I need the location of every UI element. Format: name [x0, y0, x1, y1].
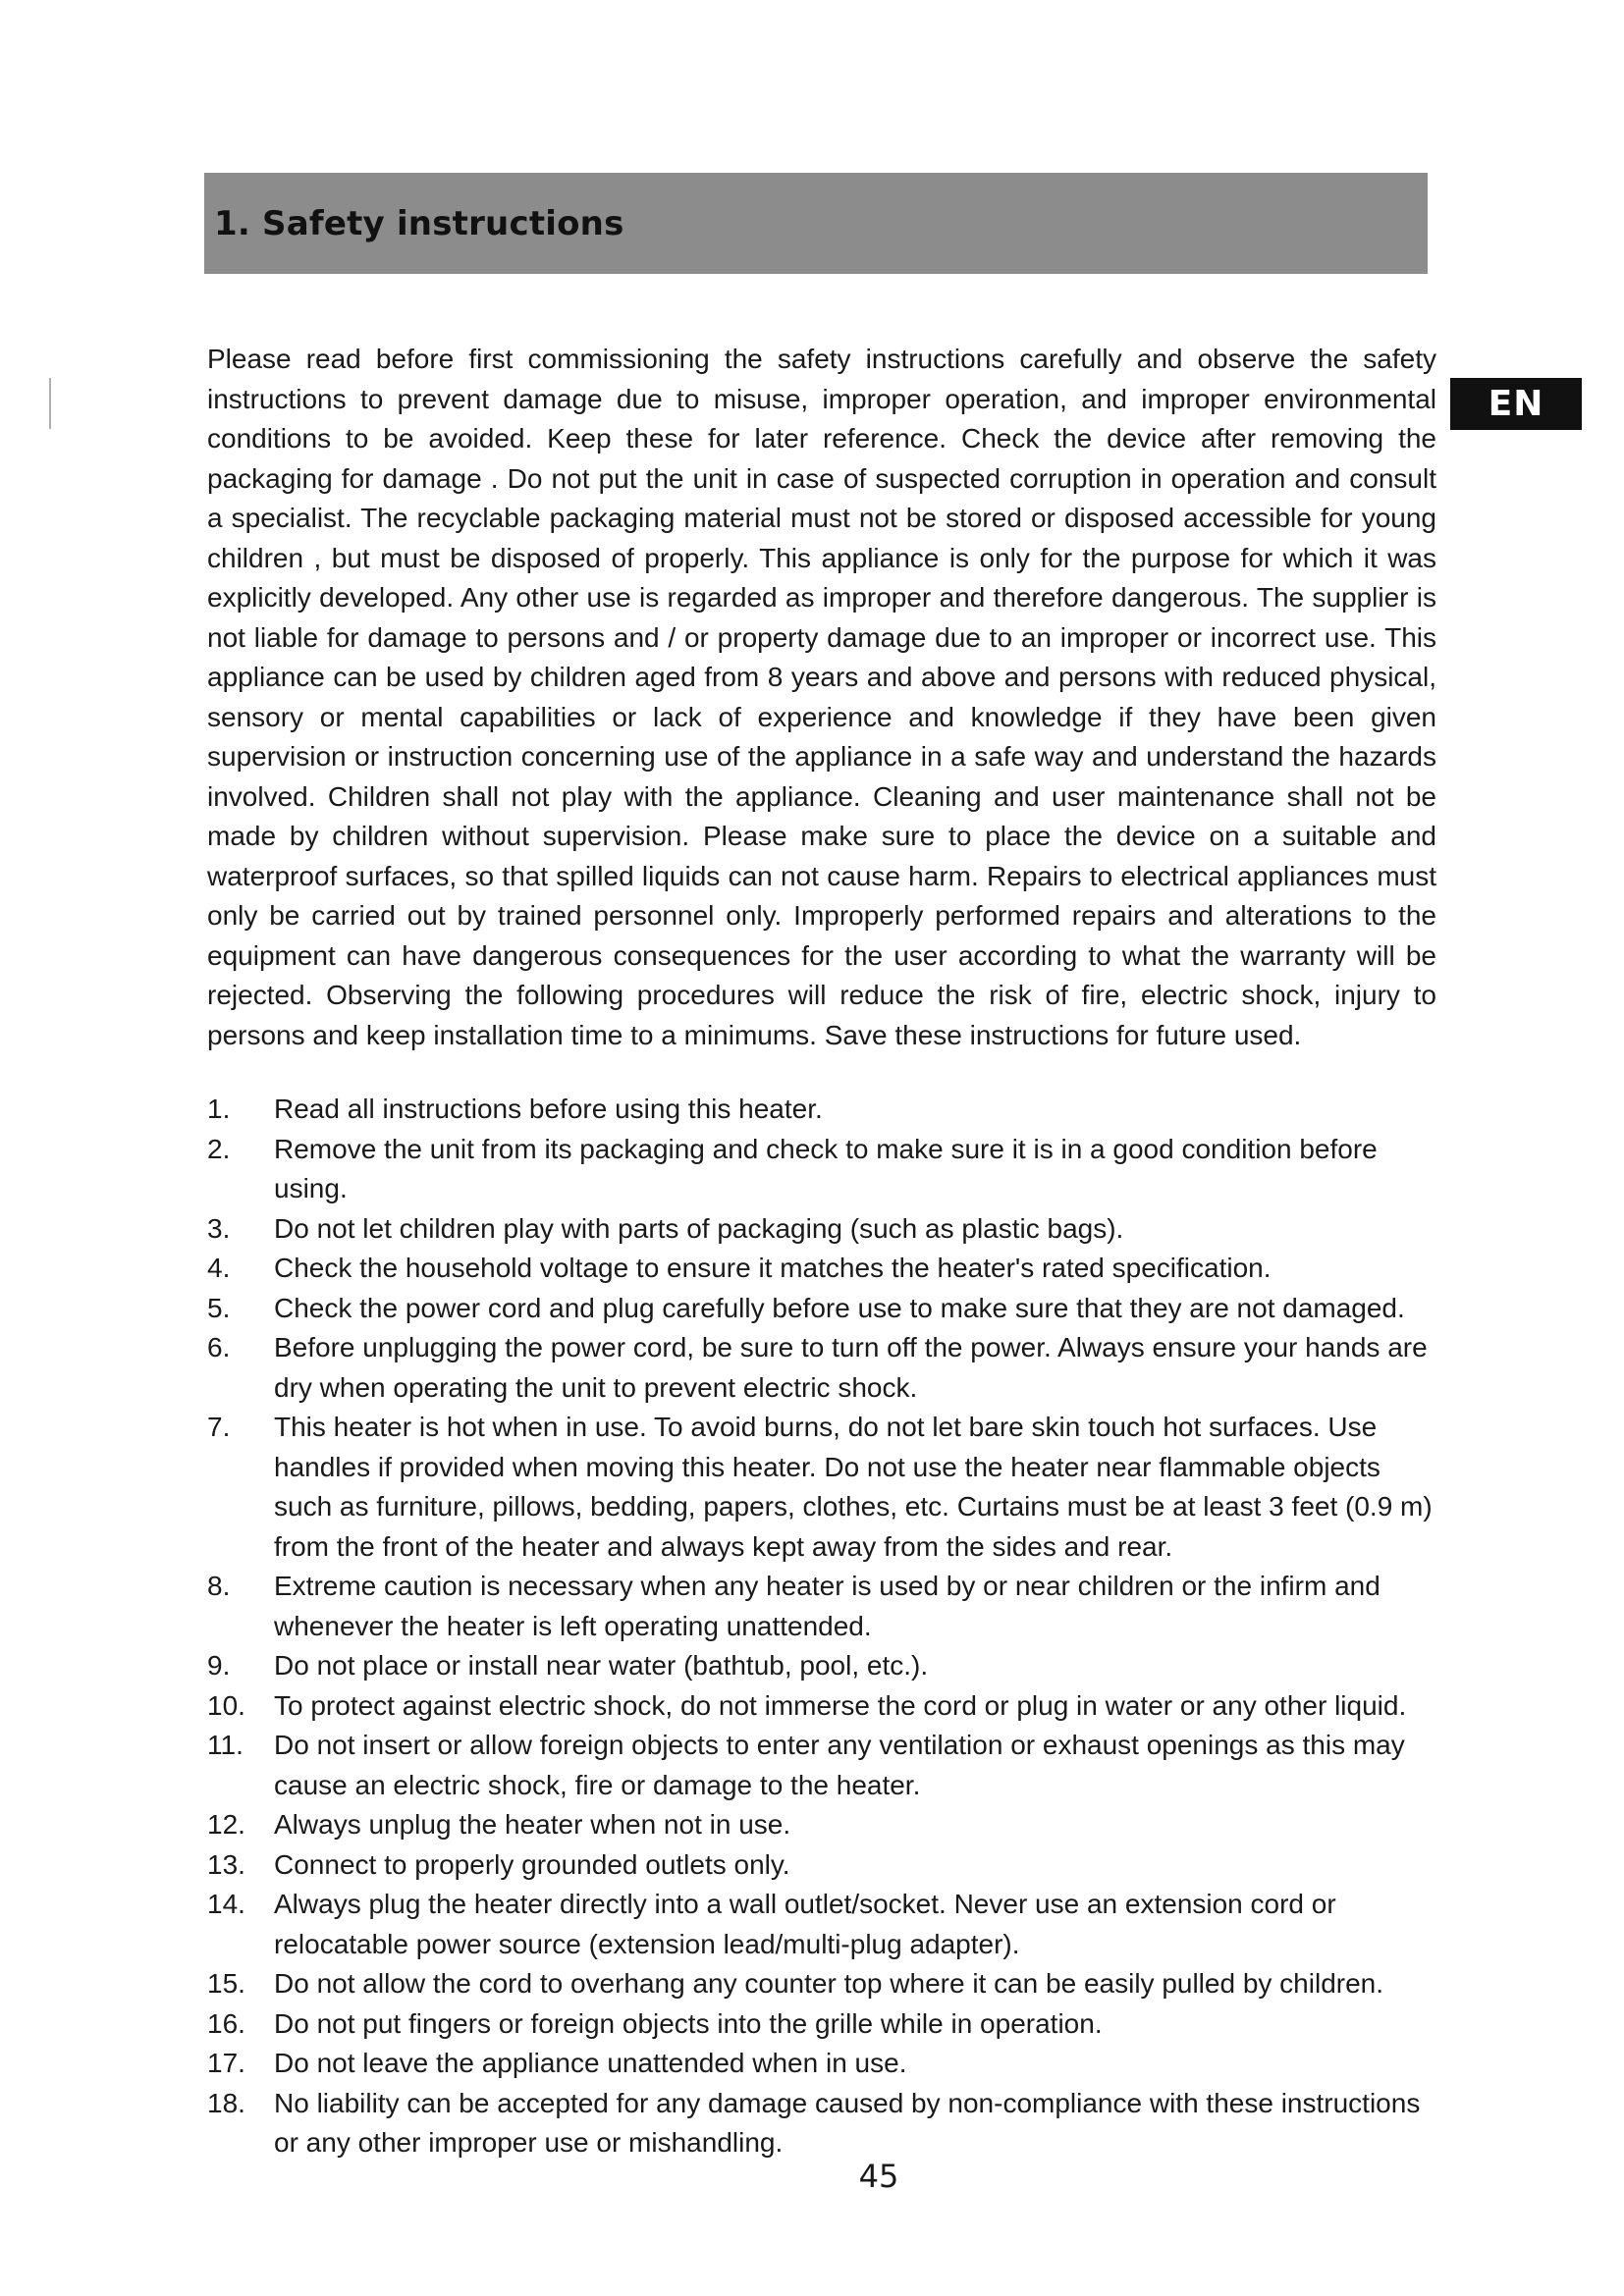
instruction-item: [207, 1130, 1436, 1209]
instruction-item: [207, 1209, 1436, 1250]
instruction-number: 11.: [207, 1730, 244, 1760]
instruction-item: [207, 1249, 1436, 1289]
instruction-text: Remove the unit from its packaging and check to make sure it is in a good condition before using.: [274, 1133, 1378, 1203]
instruction-number: 17.: [207, 2048, 245, 2078]
instruction-number: 7.: [207, 1412, 231, 1442]
instruction-item: [207, 2004, 1436, 2045]
instruction-item: [207, 1090, 1436, 1130]
instruction-number: 18.: [207, 2087, 245, 2118]
instruction-text: Always unplug the heater when not in use.: [274, 1809, 791, 1840]
section-header-bar: [204, 173, 1428, 274]
instruction-text: No liability can be accepted for any damage caused by non-compliance with these instructions or any other improper use or mishandling.: [274, 2087, 1421, 2158]
instruction-number: 15.: [207, 1968, 245, 1999]
page-number: 45: [858, 2158, 899, 2195]
instruction-item: [207, 1686, 1436, 1727]
instruction-number: 5.: [207, 1292, 231, 1323]
instruction-text: Connect to properly grounded outlets only.: [274, 1848, 790, 1880]
instruction-text: Do not allow the cord to overhang any counter top where it can be easily pulled by children.: [274, 1968, 1384, 1999]
instruction-number: 8.: [207, 1571, 231, 1601]
instruction-item: [207, 1964, 1436, 2004]
instruction-text: Before unplugging the power cord, be sure to turn off the power. Always ensure your hands are dry when operating the unit to prevent electric shock.: [274, 1332, 1428, 1403]
instruction-number: 14.: [207, 1889, 245, 1919]
instruction-number: 4.: [207, 1253, 231, 1283]
instruction-number: 6.: [207, 1332, 231, 1362]
instruction-number: 1.: [207, 1094, 231, 1124]
margin-marker: [49, 378, 51, 429]
language-tab: EN: [1450, 378, 1582, 430]
instruction-item: [207, 1567, 1436, 1646]
instruction-number: 16.: [207, 2007, 245, 2039]
instruction-item: [207, 2084, 1436, 2163]
instruction-text: Do not place or install near water (bathtub, pool, etc.).: [274, 1650, 929, 1681]
instruction-number: 13.: [207, 1848, 245, 1880]
instruction-item: [207, 2044, 1436, 2084]
section-title: 1. Safety instructions: [214, 203, 624, 243]
instruction-text: This heater is hot when in use. To avoid burns, do not let bare skin touch hot surfaces. Use handles if provided when moving this heater. Do not use the heater near flammable objects such as furniture, pillows, bedding, papers, clothes, etc. Curtains must be at least 3 feet (0.9 m) from the front of the heater and always kept away from the sides and rear.: [274, 1412, 1433, 1562]
instruction-text: Always plug the heater directly into a wall outlet/socket. Never use an extension cord or relocatable power source (extension lead/multi-plug adapter).: [274, 1889, 1336, 1959]
instruction-text: To protect against electric shock, do not immerse the cord or plug in water or any other liquid.: [274, 1689, 1407, 1721]
instruction-item: [207, 1328, 1436, 1408]
instruction-text: Do not put fingers or foreign objects into the grille while in operation.: [274, 2007, 1103, 2039]
instruction-text: Do not let children play with parts of packaging (such as plastic bags).: [274, 1212, 1124, 1244]
instruction-text: Read all instructions before using this heater.: [274, 1094, 823, 1124]
instruction-number: 2.: [207, 1133, 231, 1164]
instruction-number: 3.: [207, 1212, 231, 1244]
instruction-item: [207, 1289, 1436, 1329]
instruction-text: Extreme caution is necessary when any heater is used by or near children or the infirm and whenever the heater is left operating unattended.: [274, 1571, 1380, 1641]
instruction-number: 10.: [207, 1689, 245, 1721]
instruction-list: [207, 1090, 1436, 2163]
instruction-text: Check the household voltage to ensure it matches the heater's rated specification.: [274, 1253, 1272, 1283]
instruction-text: Do not leave the appliance unattended when in use.: [274, 2048, 907, 2078]
instruction-item: [207, 1845, 1436, 1886]
instruction-item: [207, 1646, 1436, 1686]
instruction-item: [207, 1885, 1436, 1964]
instruction-item: [207, 1408, 1436, 1567]
instruction-number: 12.: [207, 1809, 245, 1840]
instruction-item: [207, 1726, 1436, 1805]
instruction-item: [207, 1805, 1436, 1845]
intro-paragraph: Please read before first commissioning the safety instructions carefully and observe the safety instructions to prevent damage due to misuse, improper operation, and improper environmental conditions to be avoided. Keep these for later reference. Check the device after removing the packaging for damage . Do not put the unit in case of suspected corruption in operation and consult a specialist. The recyclable packaging material must not be stored or disposed accessible for young children , but must be disposed of properly. This appliance is only for the purpose for which it was explicitly developed. Any other use is regarded as improper and therefore dangerous. The supplier is not liable for damage to persons and / or property damage due to an improper or incorrect use. This appliance can be used by children aged from 8 years and above and persons with reduced physical, sensory or mental capabilities or lack of experience and knowledge if they have been given supervision or instruction concerning use of the appliance in a safe way and understand the hazards involved. Children shall not play with the appliance. Cleaning and user maintenance shall not be made by children without supervision. Please make sure to place the device on a suitable and waterproof surfaces, so that spilled liquids can not cause harm. Repairs to electrical appliances must only be carried out by trained personnel only. Improperly performed repairs and alterations to the equipment can have dangerous consequences for the user according to what the warranty will be rejected. Observing the following procedures will reduce the risk of fire, electric shock, injury to persons and keep installation time to a minimums. Save these instructions for future used.: [207, 344, 1436, 1050]
instruction-text: Check the power cord and plug carefully before use to make sure that they are not damaged.: [274, 1292, 1405, 1323]
instruction-number: 9.: [207, 1650, 231, 1681]
instruction-text: Do not insert or allow foreign objects to enter any ventilation or exhaust openings as this may cause an electric shock, fire or damage to the heater.: [274, 1730, 1405, 1800]
